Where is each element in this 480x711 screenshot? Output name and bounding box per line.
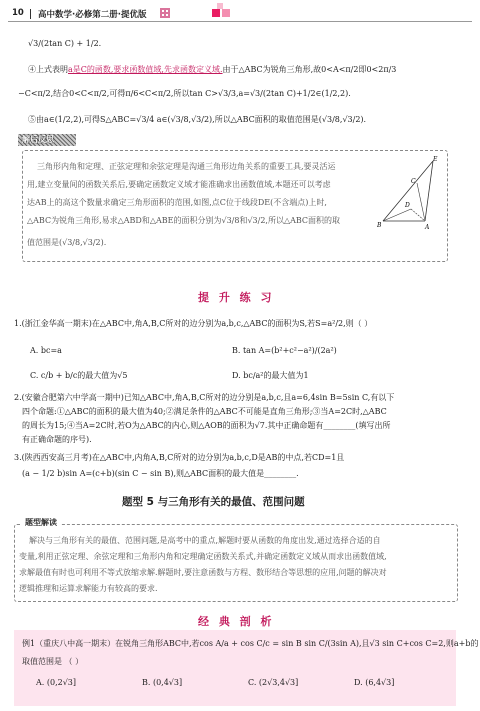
q1-option-c[interactable]: C. c/b + b/c的最大值为√5 bbox=[30, 371, 128, 380]
solution-step-5: ⑤由a∈(1/2,2),可得S△ABC=√3/4 a∈(√3/8,√3/2),所以△ABC面积的取值范围是(√3/8,√3/2). bbox=[28, 115, 367, 124]
header-divider bbox=[30, 9, 31, 19]
example-option-c[interactable]: C. (2√3,4√3] bbox=[248, 678, 299, 687]
practice-section-title: 提 升 练 习 bbox=[198, 291, 275, 304]
reflection-line: 用,建立变量间的函数关系后,要确定函数定义域才能准确求出函数值域,本题还可以考虑 bbox=[27, 180, 331, 189]
figure-label-c: C bbox=[411, 178, 416, 185]
example-section-title: 经 典 剖 析 bbox=[198, 615, 275, 628]
solution-step-4 bbox=[28, 64, 396, 76]
question-2-line: 有正确命题的序号). bbox=[22, 435, 92, 444]
page-header bbox=[8, 6, 472, 22]
solution-fraction-line: √3/(2tan C) + 1/2. bbox=[28, 39, 102, 48]
figure-label-b: B bbox=[377, 222, 382, 229]
example-1-panel bbox=[14, 630, 479, 706]
type-analysis-tag: 题型解读 bbox=[22, 517, 60, 528]
step4-prefix: ④上式表明 bbox=[28, 65, 68, 74]
triangle-figure bbox=[377, 155, 441, 231]
pink-square-icon bbox=[212, 9, 220, 17]
step4-rest: 由于△ABC为锐角三角形,故0<A<π/2即0<2π/3 bbox=[222, 65, 397, 74]
q1-option-b[interactable]: B. tan A=(b²+c²−a²)/(2a²) bbox=[232, 346, 337, 355]
question-2-line: 的周长为15;④当A=2C时,若O为△ABC的内心,则△AOB的面积为√7.其中正确命题有________(填写出所 bbox=[22, 421, 391, 430]
q1-option-a[interactable]: A. bc=a bbox=[30, 346, 62, 355]
question-2-line: 四个命题:①△ABC的面积的最大值为40;②满足条件的△ABC不可能是直角三角形;③当A=2C时,△ABC bbox=[22, 407, 387, 416]
grid-decoration-icon bbox=[160, 8, 170, 18]
header-underline bbox=[8, 21, 472, 22]
question-3-line: 3.(陕西西安高三月考)在△ABC中,内角A,B,C所对的边分别为a,b,c,D是AB的中点,若CD=1且 bbox=[14, 453, 345, 462]
page-number: 10 bbox=[12, 8, 24, 18]
example-option-b[interactable]: B. (0,4√3] bbox=[142, 678, 183, 687]
reflection-box bbox=[22, 150, 448, 262]
figure-label-a: A bbox=[425, 224, 430, 231]
reflection-tag-label: 解后反思 bbox=[22, 135, 54, 144]
reflection-line: △ABC为锐角三角形,易求△ABD和△ABE的面积分别为√3/8和√3/2,所以△ABC面积的取 bbox=[27, 216, 341, 225]
q1-option-d[interactable]: D. bc/a²的最大值为1 bbox=[232, 371, 309, 380]
type-analysis-box bbox=[14, 524, 458, 602]
reflection-line: 值范围是(√3/8,√3/2). bbox=[27, 238, 107, 247]
question-1-stem: 1.(浙江金华高一期末)在△ABC中,角A,B,C所对的边分别为a,b,c,△ABC的面积为S,若S=a²/2,则（ ） bbox=[14, 319, 373, 328]
step4-highlight: a是C的函数,要求函数值域,先求函数定义域. bbox=[68, 65, 223, 74]
example-1-stem: 例1（重庆八中高一期末）在锐角三角形ABC中,若cos A/a + cos C/c = sin B sin C/(3sin A),且√3 sin C+cos C=2,则a+b的 bbox=[22, 639, 479, 648]
question-3-line: (a − 1/2 b)sin A=(c+b)(sin C − sin B),则△ABC面积的最大值是________. bbox=[22, 469, 299, 478]
reflection-line: 达AB上的高这个数量求确定三角形面积的范围,如图,点C位于线段DE(不含端点)上时, bbox=[27, 198, 327, 207]
example-option-a[interactable]: A. (0,2√3] bbox=[36, 678, 77, 687]
pink-square-icon bbox=[222, 9, 230, 17]
type5-title: 题型 5 与三角形有关的最值、范围问题 bbox=[122, 496, 305, 508]
type-analysis-line: 解决与三角形有关的最值、范围问题,是高考中的重点,解题时要从函数的角度出发,通过选择合适的自 bbox=[29, 536, 381, 545]
reflection-line: 三角形内角和定理、正弦定理和余弦定理是沟通三角形边角关系的重要工具,要灵活运 bbox=[37, 162, 336, 171]
type-analysis-line: 逻辑推理和运算求解能力有较高的要求. bbox=[19, 584, 158, 593]
question-2-line: 2.(安徽合肥第六中学高一期中)已知△ABC中,角A,B,C所对的边分别是a,b,c,且a=6,4sin B=5sin C,有以下 bbox=[14, 393, 395, 402]
book-title: 高中数学·必修第二册·提优版 bbox=[38, 10, 147, 20]
pink-square-icon bbox=[217, 3, 223, 9]
solution-line-2: −C<π/2,结合0<C<π/2,可得π/6<C<π/2,所以tan C>√3/3,a=√3/(2tan C)+1/2∈(1/2,2). bbox=[18, 89, 351, 98]
type-analysis-line: 变量,利用正弦定理、余弦定理和三角形内角和定理确定函数关系式,并确定函数定义域从而求出函数值域, bbox=[19, 552, 387, 561]
figure-label-e: E bbox=[433, 156, 438, 163]
type-analysis-line: 求解最值有时也可利用不等式放缩求解.解题时,要注意函数与方程、数形结合等思想的应用,问题的解决对 bbox=[19, 568, 387, 577]
example-option-d[interactable]: D. (6,4√3] bbox=[354, 678, 395, 687]
example-1-stem-2: 取值范围是 （ ） bbox=[22, 657, 84, 666]
reflection-tag bbox=[18, 134, 76, 146]
figure-label-d: D bbox=[405, 202, 410, 209]
